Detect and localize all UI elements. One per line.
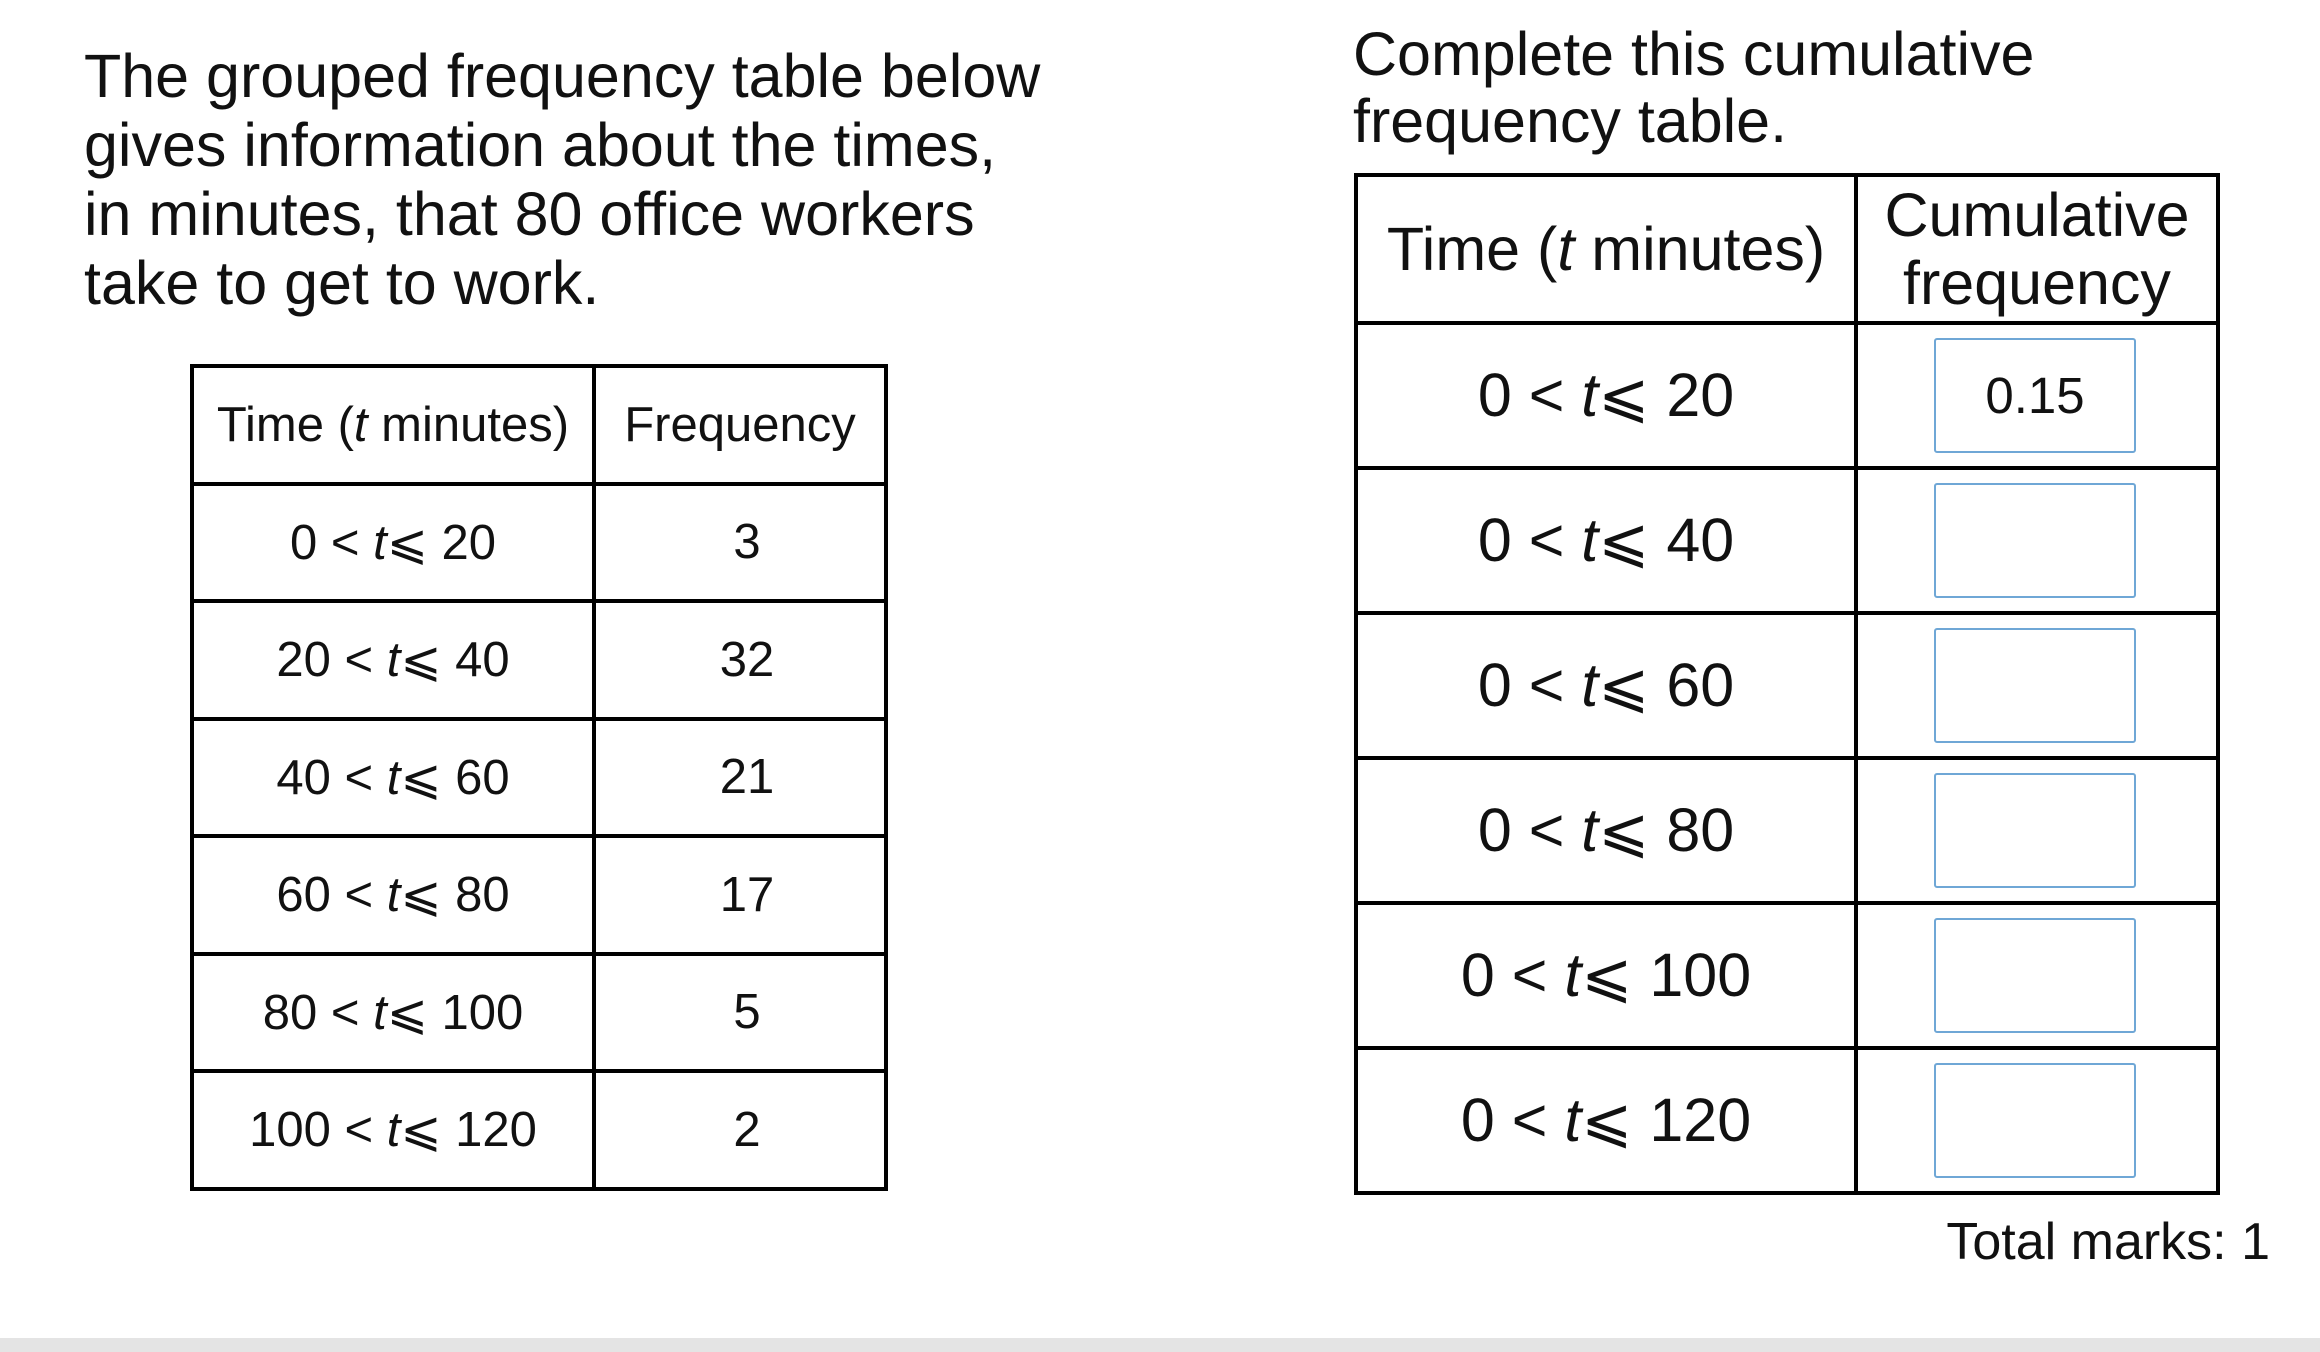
cum-interval-cell: [1356, 468, 1856, 613]
cum-table-row: [1356, 758, 2218, 903]
freq-interval-cell: [192, 601, 594, 719]
less-or-equal-symbol: ⩽: [400, 1103, 442, 1158]
interval-lower: 0: [1477, 506, 1512, 574]
less-than-symbol: <: [344, 868, 374, 923]
variable-t: t: [373, 985, 387, 1040]
cumulative-frequency-input[interactable]: [1934, 918, 2136, 1033]
variable-t: t: [1581, 506, 1599, 574]
cumulative-frequency-input[interactable]: [1934, 628, 2136, 743]
less-or-equal-symbol: ⩽: [386, 515, 428, 570]
freq-table-row: [192, 1071, 886, 1189]
freq-interval-cell: [192, 836, 594, 954]
less-or-equal-symbol: ⩽: [1598, 651, 1650, 719]
cum-table-row: [1356, 468, 2218, 613]
interval-lower: 100: [249, 1103, 331, 1158]
cum-interval-cell: [1356, 1048, 1856, 1193]
cumulative-frequency-cell: [1856, 323, 2218, 468]
cumulative-frequency-input[interactable]: [1934, 1063, 2136, 1178]
less-or-equal-symbol: ⩽: [400, 633, 442, 688]
interval-lower: 80: [262, 985, 318, 1040]
cumulative-frequency-input[interactable]: [1934, 338, 2136, 453]
variable-t: t: [386, 868, 401, 923]
prompt-line: Complete this cumulative: [1353, 20, 2035, 88]
frequency-cell: 3: [594, 484, 886, 602]
less-or-equal-symbol: ⩽: [1581, 941, 1633, 1009]
freq-table-row: [192, 954, 886, 1072]
cum-interval-cell: [1356, 903, 1856, 1048]
interval-upper: 100: [441, 985, 524, 1040]
cum-interval-cell: [1356, 758, 1856, 903]
less-than-symbol: <: [344, 633, 374, 688]
interval-lower: 40: [276, 750, 331, 805]
less-or-equal-symbol: ⩽: [1581, 1086, 1633, 1154]
frequency-cell: 32: [594, 601, 886, 719]
less-than-symbol: <: [1528, 506, 1565, 574]
interval-upper: 80: [455, 868, 510, 923]
cumulative-frequency-cell: [1856, 613, 2218, 758]
interval-lower: 0: [290, 515, 318, 570]
frequency-cell: 17: [594, 836, 886, 954]
variable-t: t: [386, 1103, 401, 1158]
cum-table-row: [1356, 613, 2218, 758]
cum-table-header: [1356, 175, 2218, 323]
variable-t: t: [1564, 1086, 1582, 1154]
variable-t: t: [386, 750, 401, 805]
freq-table-row: [192, 601, 886, 719]
intro-line: take to get to work.: [84, 249, 600, 317]
intro-line: The grouped frequency table below: [84, 42, 1041, 110]
freq-table-row: [192, 719, 886, 837]
total-marks: Total marks: 1: [1946, 1213, 2270, 1271]
cumulative-frequency-cell: [1856, 1048, 2218, 1193]
freq-table-row: [192, 836, 886, 954]
freq-interval-cell: [192, 1071, 594, 1189]
interval-upper: 20: [441, 515, 496, 570]
interval-upper: 60: [1666, 651, 1735, 719]
cum-table-row: [1356, 903, 2218, 1048]
interval-upper: 40: [455, 633, 510, 688]
variable-t: t: [1564, 941, 1582, 1009]
less-or-equal-symbol: ⩽: [400, 750, 442, 805]
interval-lower: 0: [1460, 1086, 1495, 1154]
less-than-symbol: <: [344, 750, 374, 805]
cum-header-cumulative-frequency: Cumulative frequency: [1856, 175, 2218, 323]
interval-upper: 40: [1666, 506, 1735, 574]
frequency-cell: 5: [594, 954, 886, 1072]
interval-upper: 100: [1649, 941, 1752, 1009]
interval-lower: 0: [1477, 796, 1512, 864]
cumulative-frequency-input[interactable]: [1934, 773, 2136, 888]
less-or-equal-symbol: ⩽: [1598, 361, 1650, 429]
frequency-cell: 2: [594, 1071, 886, 1189]
less-than-symbol: <: [1528, 651, 1565, 719]
interval-lower: 0: [1477, 651, 1512, 719]
frequency-cell: 21: [594, 719, 886, 837]
intro-line: in minutes, that 80 office workers: [84, 180, 975, 248]
less-or-equal-symbol: ⩽: [400, 868, 442, 923]
freq-table-header: [192, 366, 886, 484]
bottom-divider: [0, 1338, 2320, 1352]
interval-lower: 0: [1477, 361, 1512, 429]
freq-header-frequency: Frequency: [594, 366, 886, 484]
cumulative-frequency-cell: [1856, 903, 2218, 1048]
cum-interval-cell: [1356, 323, 1856, 468]
cum-table-row: [1356, 1048, 2218, 1193]
interval-upper: 60: [455, 750, 510, 805]
variable-t: t: [373, 515, 387, 570]
interval-upper: 80: [1666, 796, 1735, 864]
intro-line: gives information about the times,: [84, 111, 997, 179]
variable-t: t: [1581, 796, 1599, 864]
freq-interval-cell: [192, 484, 594, 602]
less-than-symbol: <: [330, 985, 360, 1040]
cum-interval-cell: [1356, 613, 1856, 758]
freq-interval-cell: [192, 954, 594, 1072]
less-than-symbol: <: [1511, 1086, 1548, 1154]
freq-table-row: [192, 484, 886, 602]
variable-t: t: [1581, 651, 1599, 719]
less-than-symbol: <: [1511, 941, 1548, 1009]
less-than-symbol: <: [1528, 361, 1565, 429]
less-than-symbol: <: [344, 1103, 374, 1158]
variable-t: t: [1581, 361, 1599, 429]
less-or-equal-symbol: ⩽: [386, 985, 428, 1040]
prompt-line: frequency table.: [1353, 87, 1788, 155]
question-intro: [84, 42, 1104, 318]
cum-header-time: Time (t minutes): [1356, 175, 1856, 323]
freq-header-time: Time (t minutes): [192, 366, 594, 484]
less-than-symbol: <: [330, 515, 360, 570]
interval-upper: 120: [455, 1103, 537, 1158]
interval-lower: 60: [276, 868, 331, 923]
interval-upper: 120: [1649, 1086, 1752, 1154]
grouped-frequency-table: [190, 364, 888, 1191]
cumulative-frequency-cell: [1856, 468, 2218, 613]
interval-lower: 20: [276, 633, 331, 688]
less-or-equal-symbol: ⩽: [1598, 796, 1650, 864]
cumulative-frequency-table: [1354, 173, 2220, 1195]
cum-table-row: [1356, 323, 2218, 468]
freq-interval-cell: [192, 719, 594, 837]
variable-t: t: [386, 633, 401, 688]
interval-upper: 20: [1666, 361, 1735, 429]
less-than-symbol: <: [1528, 796, 1565, 864]
cumulative-prompt: [1353, 21, 2034, 155]
cumulative-frequency-cell: [1856, 758, 2218, 903]
cumulative-frequency-input[interactable]: [1934, 483, 2136, 598]
less-or-equal-symbol: ⩽: [1598, 506, 1650, 574]
interval-lower: 0: [1460, 941, 1495, 1009]
